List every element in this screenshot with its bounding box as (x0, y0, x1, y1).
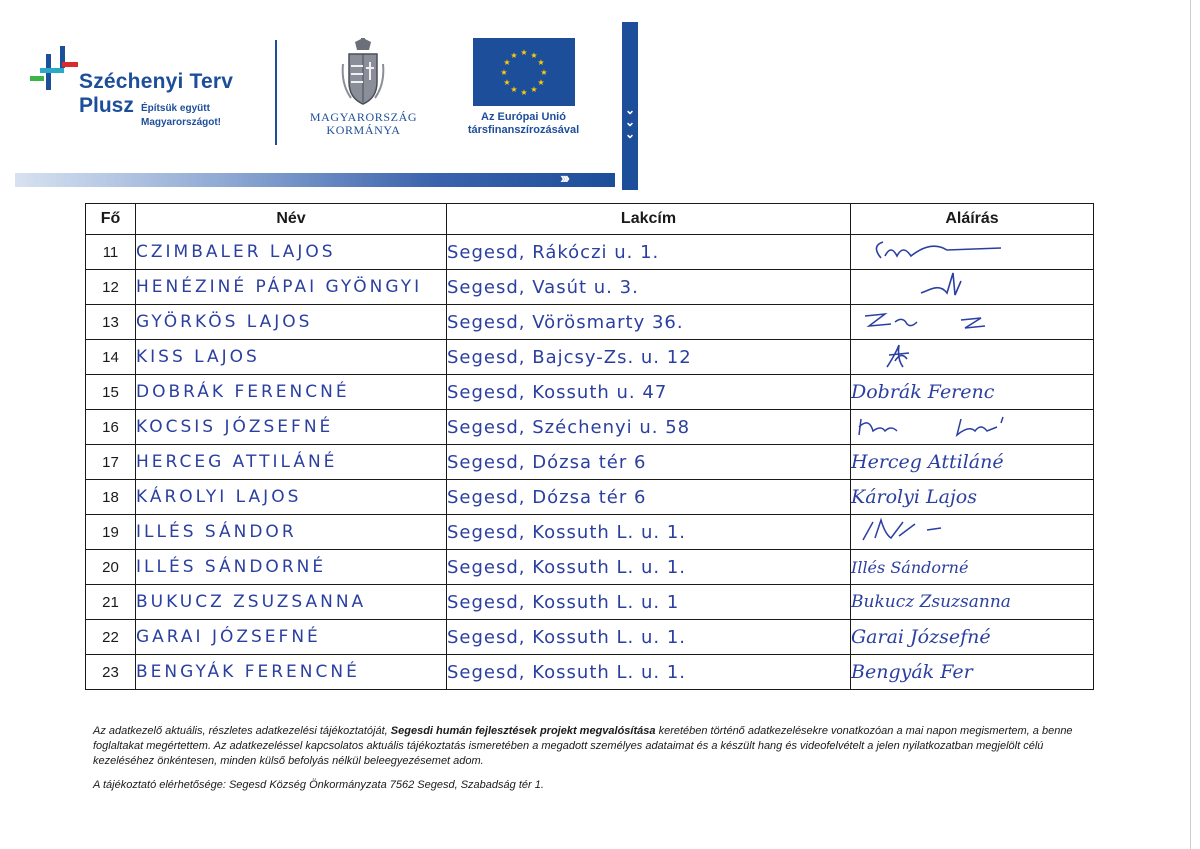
row-number: 12 (86, 270, 136, 305)
signature-cell: Károlyi Lajos (851, 480, 1094, 515)
signature-cell (851, 340, 1094, 375)
svg-text:★: ★ (500, 68, 508, 77)
name-cell: HENÉZINÉ PÁPAI GYÖNGYI (136, 270, 447, 305)
table-row (86, 620, 1094, 655)
signature-cell (851, 270, 1094, 305)
szechenyi-tagline-line-2: Magyarországot! (141, 117, 222, 128)
signature-cell: Bukucz Zsuzsanna (851, 585, 1094, 620)
row-number: 18 (86, 480, 136, 515)
svg-text:★: ★ (540, 68, 548, 77)
consent-statement (93, 724, 1093, 769)
name-cell: KISS LAJOS (136, 340, 447, 375)
name-cell: DOBRÁK FERENCNÉ (136, 375, 447, 410)
szechenyi-plus-logo-icon (26, 46, 84, 98)
table-header-row (86, 204, 1094, 235)
address-cell: Segesd, Vörösmarty 36. (447, 305, 851, 340)
row-number: 13 (86, 305, 136, 340)
svg-text:★: ★ (503, 78, 511, 87)
table-row (86, 585, 1094, 620)
government-name-line-1: MAGYARORSZÁG (309, 110, 418, 124)
brand-horizontal-bar (15, 173, 615, 187)
svg-text:★: ★ (537, 58, 545, 67)
consent-suffix: keretében történő adatkezelésekre vonatkozóan a mai napon megismertem, a benne foglaltakat megértettem. Az adatkezeléssel kapcsolatos aktuális tájékoztatás ismeretében a megadott személyes adataimat és a készült hang és videofelvételt a jelen nyilatkozatban megjelölt célú kezeléséhez önkéntesen, minden külső befolyás nélkül beleegyezésemet adom. (93, 725, 1073, 767)
address-cell: Segesd, Dózsa tér 6 (447, 445, 851, 480)
address-cell: Segesd, Széchenyi u. 58 (447, 410, 851, 445)
handwritten-signature (851, 236, 1071, 264)
table-row (86, 655, 1094, 690)
hungarian-coat-of-arms-icon (339, 38, 387, 108)
address-cell: Segesd, Vasút u. 3. (447, 270, 851, 305)
address-cell: Segesd, Kossuth L. u. 1 (447, 585, 851, 620)
handwritten-signature (851, 411, 1071, 439)
name-cell: ILLÉS SÁNDOR (136, 515, 447, 550)
header-nev: Név (136, 204, 447, 235)
address-cell: Segesd, Kossuth L. u. 1. (447, 550, 851, 585)
svg-text:★: ★ (510, 51, 518, 60)
eu-text-line-2: társfinanszírozásával (467, 124, 580, 136)
table-row (86, 375, 1094, 410)
table-row (86, 515, 1094, 550)
handwritten-signature (851, 516, 1071, 544)
svg-text:★: ★ (537, 78, 545, 87)
szechenyi-tagline (141, 102, 221, 130)
signature-cell (851, 305, 1094, 340)
row-number: 19 (86, 515, 136, 550)
availability-note: A tájékoztató elérhetősége: Segesd Község Önkormányzata 7562 Segesd, Szabadság tér 1. (93, 779, 544, 791)
attendance-sheet-table (85, 203, 1094, 690)
szechenyi-tagline-line-1: Építsük együtt (141, 103, 210, 114)
eu-cofinancing-text (441, 111, 606, 137)
table-row (86, 305, 1094, 340)
svg-text:★: ★ (520, 88, 528, 97)
name-cell: KÁROLYI LAJOS (136, 480, 447, 515)
address-cell: Segesd, Dózsa tér 6 (447, 480, 851, 515)
page-header (0, 0, 1200, 195)
chevrons-right-icon: ››› (560, 170, 567, 187)
government-name (296, 111, 431, 137)
row-number: 22 (86, 620, 136, 655)
header-alairas: Aláírás (851, 204, 1094, 235)
svg-text:★: ★ (520, 48, 528, 57)
signature-cell (851, 235, 1094, 270)
address-cell: Segesd, Bajcsy-Zs. u. 12 (447, 340, 851, 375)
signature-cell (851, 515, 1094, 550)
address-cell: Segesd, Kossuth L. u. 1. (447, 620, 851, 655)
table-row (86, 340, 1094, 375)
name-cell: ILLÉS SÁNDORNÉ (136, 550, 447, 585)
szechenyi-plusz: Plusz (79, 94, 134, 117)
svg-text:★: ★ (530, 85, 538, 94)
row-number: 15 (86, 375, 136, 410)
table-row (86, 550, 1094, 585)
row-number: 11 (86, 235, 136, 270)
signature-cell: Dobrák Ferenc (851, 375, 1094, 410)
handwritten-signature (851, 271, 1071, 299)
szechenyi-title: Széchenyi Terv (79, 70, 234, 93)
signature-cell (851, 410, 1094, 445)
svg-text:★: ★ (510, 85, 518, 94)
name-cell: GARAI JÓZSEFNÉ (136, 620, 447, 655)
signature-cell: Herceg Attiláné (851, 445, 1094, 480)
address-cell: Segesd, Rákóczi u. 1. (447, 235, 851, 270)
row-number: 21 (86, 585, 136, 620)
row-number: 17 (86, 445, 136, 480)
name-cell: BENGYÁK FERENCNÉ (136, 655, 447, 690)
name-cell: KOCSIS JÓZSEFNÉ (136, 410, 447, 445)
name-cell: BUKUCZ ZSUZSANNA (136, 585, 447, 620)
eu-text-line-1: Az Európai Unió (481, 111, 566, 123)
table-row (86, 445, 1094, 480)
consent-prefix: Az adatkezelő aktuális, részletes adatkezelési tájékoztatóját, (93, 725, 391, 737)
row-number: 14 (86, 340, 136, 375)
table-row (86, 480, 1094, 515)
name-cell: HERCEG ATTILÁNÉ (136, 445, 447, 480)
address-cell: Segesd, Kossuth L. u. 1. (447, 515, 851, 550)
header-divider (275, 40, 277, 145)
handwritten-signature (851, 341, 1071, 369)
header-lakcim: Lakcím (447, 204, 851, 235)
signature-cell: Garai Józsefné (851, 620, 1094, 655)
svg-text:★: ★ (530, 51, 538, 60)
svg-text:★: ★ (503, 58, 511, 67)
page-edge-line (1190, 0, 1191, 849)
table-row (86, 270, 1094, 305)
government-name-line-2: KORMÁNYA (326, 123, 401, 137)
handwritten-signature (851, 306, 1071, 334)
address-cell: Segesd, Kossuth u. 47 (447, 375, 851, 410)
address-cell: Segesd, Kossuth L. u. 1. (447, 655, 851, 690)
name-cell: CZIMBALER LAJOS (136, 235, 447, 270)
signature-cell: Illés Sándorné (851, 550, 1094, 585)
table-row (86, 410, 1094, 445)
project-name: Segesdi humán fejlesztések projekt megvalósítása (390, 725, 656, 737)
table-row (86, 235, 1094, 270)
row-number: 16 (86, 410, 136, 445)
signature-cell: Bengyák Fer (851, 655, 1094, 690)
row-number: 23 (86, 655, 136, 690)
name-cell: GYÖRKÖS LAJOS (136, 305, 447, 340)
chevrons-down-icon: ⌄ ⌄ ⌄ (624, 103, 636, 141)
eu-flag-icon (473, 38, 575, 106)
header-fo: Fő (86, 204, 136, 235)
row-number: 20 (86, 550, 136, 585)
